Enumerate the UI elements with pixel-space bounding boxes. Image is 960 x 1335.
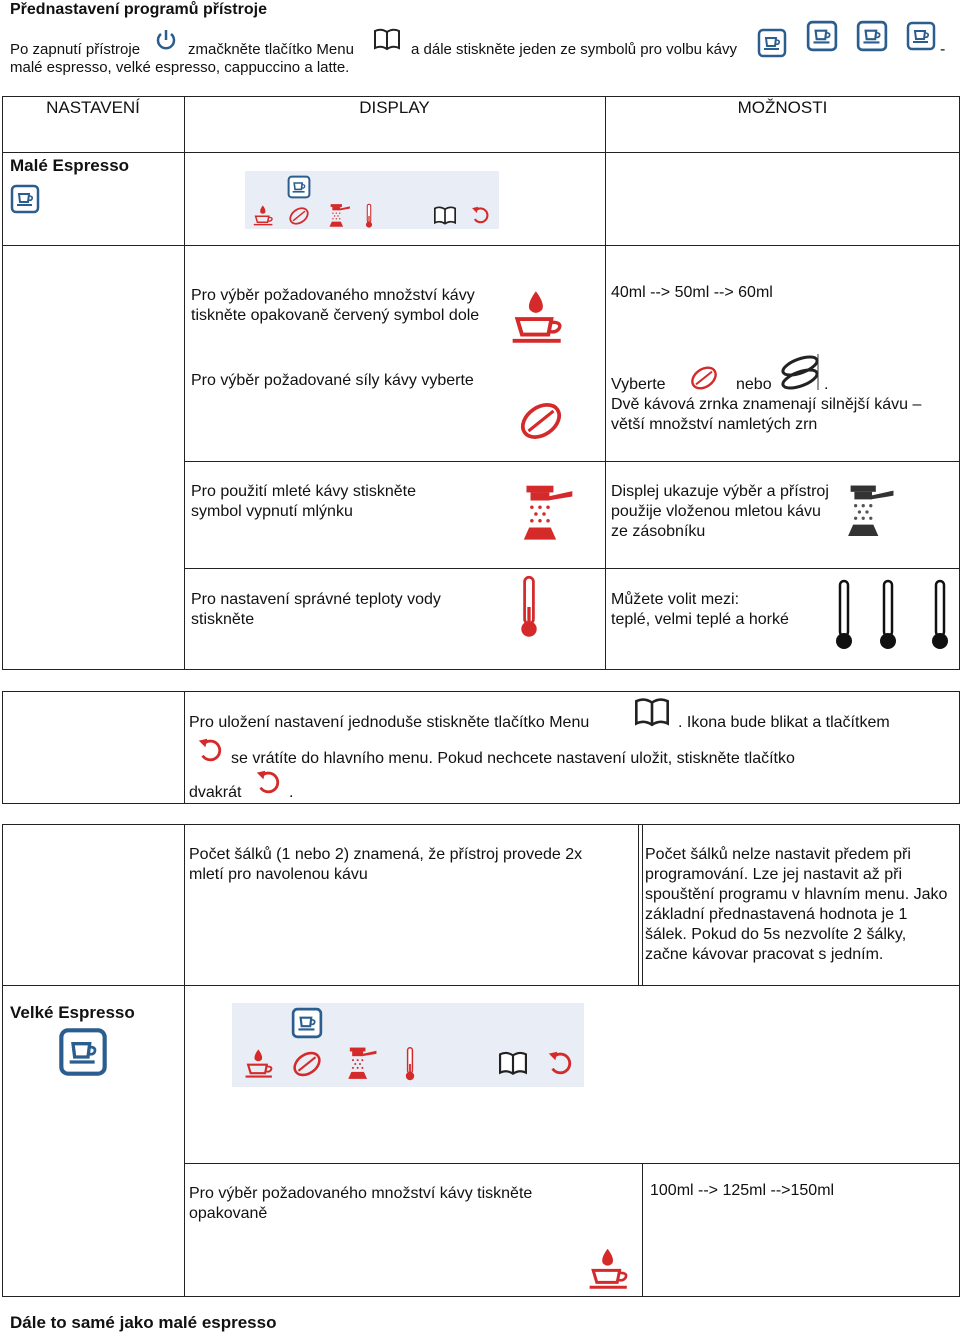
thermometer-icon — [514, 574, 544, 640]
bean-icon — [515, 396, 567, 446]
return-arrow-icon — [253, 767, 285, 797]
intro-part3: a dále stiskněte jeden ze symbolů pro volbu kávy — [411, 41, 738, 58]
strength-nebo: nebo — [736, 376, 772, 393]
male-temp-desc-1: Můžete volit mezi: — [611, 591, 740, 608]
save-part1: Pro uložení nastavení jednoduše stiskněte tlačítko Menu — [189, 714, 590, 731]
menu-book-icon — [432, 205, 458, 227]
save-part2: . Ikona bude blikat a tlačítkem — [678, 714, 890, 731]
save-part4: dvakrát — [189, 784, 242, 801]
strength-dot: . — [824, 376, 829, 393]
return-arrow-icon — [470, 204, 492, 226]
bean-icon — [680, 362, 728, 394]
thermometer-very-warm-icon — [876, 578, 900, 652]
male-espresso-label: Malé Espresso — [10, 156, 130, 175]
double-bean-icon — [778, 352, 824, 392]
grinder-off-icon — [340, 1046, 380, 1082]
velke-amount-text: Pro výběr požadovaného množství kávy tiskněte opakovaně — [189, 1185, 533, 1222]
header-moznosti: MOŽNOSTI — [737, 98, 828, 117]
thermometer-icon — [400, 1046, 420, 1082]
strength-vyberte: Vyberte — [611, 376, 666, 393]
header-nastaveni: NASTAVENÍ — [46, 98, 140, 117]
velke-amount-options: 100ml --> 125ml -->150ml — [650, 1182, 835, 1199]
save-box — [2, 691, 960, 804]
male-ground-desc: Displej ukazuje výběr a přístroj použije vloženou mletou kávu ze zásobníku — [611, 483, 829, 540]
menu-book-icon — [496, 1050, 530, 1078]
intro-part2: zmačkněte tlačítko Menu — [188, 41, 354, 58]
footer-text: Dále to samé jako malé espresso — [10, 1313, 277, 1332]
intro-line2: malé espresso, velké espresso, cappuccino a latte. — [10, 59, 350, 76]
grinder-off-icon — [323, 203, 353, 229]
male-strength-desc: Dvě kávová zrnka znamenají silnější kávu – větší množství namletých zrn — [611, 396, 922, 433]
coffee-drop-icon — [584, 1244, 636, 1292]
cup-icon — [58, 1027, 108, 1077]
cups-text: Počet šálků (1 nebo 2) znamená, že přístroj provede 2x mletí pro navolenou kávu — [189, 846, 583, 883]
save-part3: se vrátíte do hlavního menu. Pokud nechcete nastavení uložit, stiskněte tlačítko — [231, 750, 795, 767]
male-temp-text: Pro nastavení správné teploty vody stiskněte — [191, 591, 441, 628]
grinder-off-icon — [508, 483, 580, 545]
intro-dash: - — [940, 41, 946, 58]
intro-part1: Po zapnutí přístroje — [10, 41, 141, 58]
male-ground-text: Pro použití mleté kávy stiskněte symbol vypnutí mlýnku — [191, 483, 416, 520]
cappuccino-icon — [856, 20, 888, 52]
return-arrow-icon — [195, 735, 227, 765]
male-amount-text: Pro výběr požadovaného množství kávy tiskněte opakovaně červený symbol dole — [191, 287, 480, 324]
male-temp-desc-2: teplé, velmi teplé a horké — [611, 611, 789, 628]
cup-icon — [289, 1007, 325, 1039]
return-arrow-icon — [546, 1048, 576, 1078]
cups-note: Počet šálků nelze nastavit předem při programování. Lze jej nastavit až při spouštění programu v hlavním menu. Jako základní přednastavená hodnota je 1 šálek. Pokud do 5s nezvolíte 2 šálky, začne kávovar pracovat s jedním. — [645, 846, 948, 963]
power-icon — [154, 28, 178, 52]
thermometer-warm-icon — [832, 578, 856, 652]
latte-icon — [906, 20, 936, 52]
cup-large-icon — [806, 20, 838, 52]
male-amount-options: 40ml --> 50ml --> 60ml — [611, 284, 773, 301]
velke-espresso-label: Velké Espresso — [10, 1003, 135, 1022]
male-strength-text: Pro výběr požadované síly kávy vyberte — [191, 372, 474, 389]
page-title: Přednastavení programů přístroje — [10, 1, 267, 18]
grinder-off-icon — [835, 483, 899, 541]
menu-book-icon — [372, 27, 402, 53]
thermometer-icon — [362, 203, 376, 229]
coffee-drop-icon — [508, 285, 570, 347]
cup-icon — [757, 28, 787, 58]
bean-icon — [287, 204, 311, 228]
coffee-drop-icon — [243, 1046, 277, 1080]
thermometer-hot-icon — [928, 578, 952, 652]
coffee-drop-icon — [252, 203, 276, 227]
cup-icon — [286, 175, 312, 199]
cup-icon — [10, 184, 40, 214]
menu-book-icon — [632, 696, 672, 730]
header-display: DISPLAY — [359, 98, 430, 117]
save-part5: . — [289, 784, 294, 801]
bean-icon — [290, 1047, 324, 1081]
